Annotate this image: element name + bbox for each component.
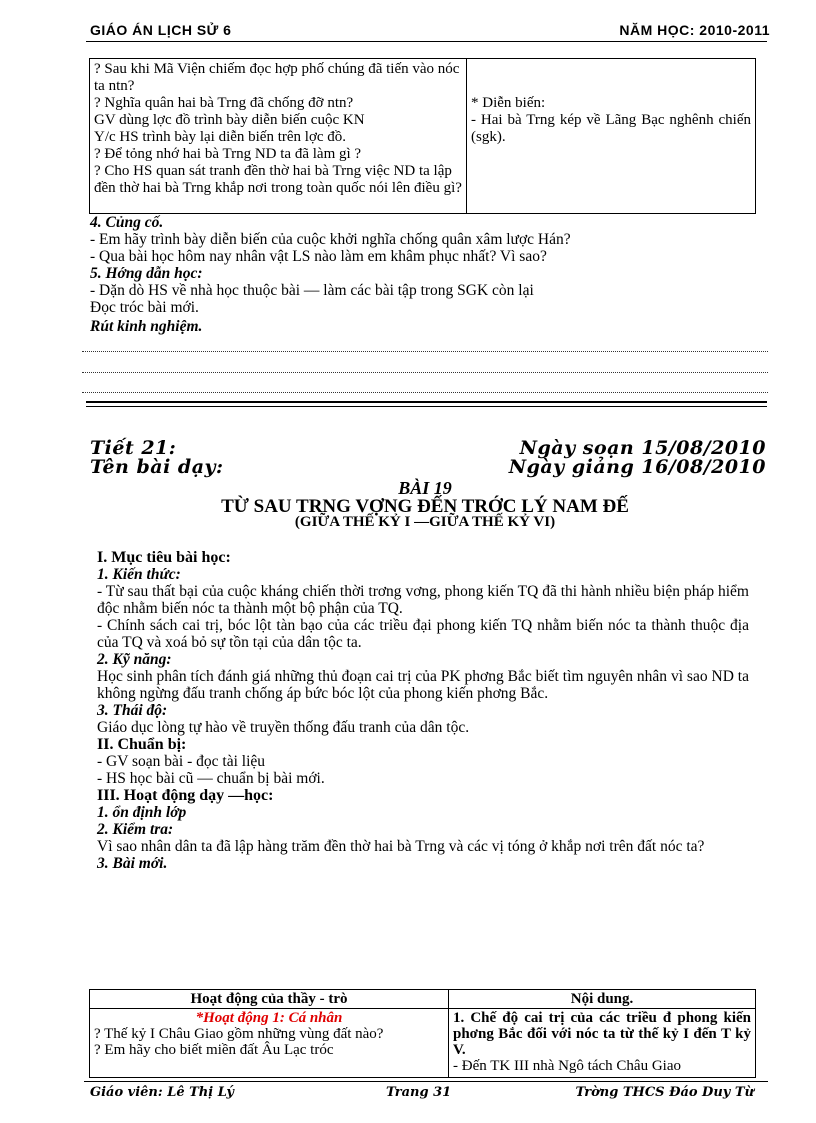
section-line: - Em hãy trình bày diễn biến của cuộc khởi nghĩa chống quân xâm lược Hán? (90, 231, 571, 248)
separator-double-rule (86, 401, 767, 407)
question-line: ? Cho HS quan sát tranh đền thờ hai bà Trng việc ND ta lập đền thờ hai bà Trng khắp nơi trong toàn quốc nói lên điều gì? (94, 163, 462, 196)
question-line: ? Để tỏng nhớ hai bà Trng ND ta đã làm gì ? (94, 146, 362, 162)
question-line: GV dùng lợc đồ trình bày diễn biến cuộc KN (94, 112, 365, 128)
skills-text: Học sinh phân tích đánh giá những thủ đoạn cai trị của PK phơng Bắc biết tìm nguyên nhân vì sao ND ta không ngừng đấu tranh chống áp bức bóc lột của phong kiến phơng Bắc. (97, 668, 749, 702)
footer-rule (84, 1081, 768, 1082)
activity-table-continued (89, 58, 756, 214)
document-header-left: GIÁO ÁN LỊCH SỬ 6 (90, 22, 232, 38)
teacher-student-cell (90, 59, 467, 214)
skills-title: 2. Kỹ năng: (97, 651, 172, 668)
review-section (90, 214, 760, 335)
content-title: 1. Chế độ cai trị của các triều đ phong kiến phơng Bắc đối với nóc ta từ thế kỷ I đến T kỷ V. (453, 1010, 751, 1058)
objectives-heading: I. Mục tiêu bài học: (97, 549, 231, 566)
content-text: - Đến TK III nhà Ngô tách Châu Giao (453, 1058, 681, 1074)
dotted-line (82, 372, 768, 373)
question-line: Y/c HS trình bày lại diễn biến trên lợc đồ. (94, 129, 347, 145)
attitude-text: Giáo dục lòng tự hào về truyền thống đấu tranh của dân tộc. (97, 719, 470, 736)
content-cell (467, 59, 756, 214)
dotted-line (82, 351, 768, 352)
col-header-content: Nội dung. (449, 990, 756, 1009)
footer-teacher: Giáo viên: Lê Thị Lý (90, 1085, 234, 1100)
preparation-line: - GV soạn bài - đọc tài liệu (97, 753, 266, 770)
lesson-number-title: BÀI 19 (398, 478, 452, 498)
preparation-heading: II. Chuẩn bị: (97, 736, 187, 753)
section-line: - Dặn dò HS về nhà học thuộc bài — làm các bài tập trong SGK còn lại (90, 282, 534, 299)
activities-heading: III. Hoạt động dạy —học: (97, 787, 274, 804)
review-question: Vì sao nhân dân ta đã lập hàng trăm đền thờ hai bà Trng và các vị tóng ở khắp nơi trên đất nóc ta? (97, 838, 705, 855)
activity-title: *Hoạt động 1: Cá nhân (195, 1010, 343, 1026)
section-title: 4. Củng cố. (90, 214, 164, 231)
document-header-right: NĂM HỌC: 2010-2011 (619, 22, 770, 38)
activity-table (89, 989, 756, 1078)
section-line: Đọc tróc bài mới. (90, 299, 199, 316)
content-heading: * Diễn biến: (471, 95, 546, 111)
lesson-name-label: Tên bài dạy: (90, 456, 224, 478)
knowledge-text: - Chính sách cai trị, bóc lột tàn bạo của các triều đại phong kiến TQ nhằm biến nóc ta thành thuộc địa của TQ và xoá bỏ sự tồn tại của dân tộc ta. (97, 617, 749, 651)
knowledge-title: 1. Kiến thức: (97, 566, 181, 583)
section-title: 5. Hớng dẫn học: (90, 265, 203, 282)
teach-date: Ngày giảng 16/08/2010 (508, 456, 766, 478)
lesson-title: TỪ SAU TRNG VỢNG ĐẾN TRỚC LÝ NAM ĐẾ (221, 496, 629, 517)
lesson-number: Tiết 21: (90, 437, 177, 459)
lesson-subtitle: (GIỮA THẾ KỶ I —GIỮA THẾ KỶ VI) (294, 514, 556, 530)
content-cell (449, 1009, 756, 1078)
activity-cell (90, 1009, 449, 1078)
step-title: 2. Kiểm tra: (97, 821, 174, 838)
footer-school: Trờng THCS Đáo Duy Từ (575, 1085, 754, 1100)
attitude-title: 3. Thái độ: (97, 702, 168, 719)
knowledge-text: - Từ sau thất bại của cuộc kháng chiến thời trơng vơng, phong kiến TQ đã thi hành nhiều biện pháp hiểm độc nhằm biến nóc ta thành một bộ phận của TQ. (97, 583, 749, 617)
prep-date: Ngày soạn 15/08/2010 (519, 437, 766, 459)
step-title: 1. ổn định lớp (97, 804, 187, 821)
dotted-line (82, 392, 768, 393)
section-line: - Qua bài học hôm nay nhân vật LS nào làm em khâm phục nhất? Vì sao? (90, 248, 547, 265)
preparation-line: - HS học bài cũ — chuẩn bị bài mới. (97, 770, 325, 787)
header-rule (86, 41, 767, 42)
question-line: ? Sau khi Mã Viện chiếm đọc hợp phố chúng đã tiến vào nóc ta ntn? (94, 61, 460, 94)
question-line: ? Em hãy cho biết miền đất Âu Lạc tróc (94, 1042, 334, 1058)
footer-page: Trang 31 (386, 1085, 452, 1100)
objectives-section (97, 549, 749, 872)
question-line: ? Nghĩa quân hai bà Trng đã chống đỡ ntn? (94, 95, 354, 111)
experience-title: Rút kinh nghiệm. (90, 318, 203, 335)
question-line: ? Thế kỷ I Châu Giao gồm những vùng đất nào? (94, 1026, 384, 1042)
col-header-activity: Hoạt động của thầy - trò (90, 990, 449, 1009)
content-text: - Hai bà Trng kép về Lãng Bạc nghênh chiến (sgk). (471, 112, 751, 145)
step-title: 3. Bài mới. (97, 855, 168, 872)
